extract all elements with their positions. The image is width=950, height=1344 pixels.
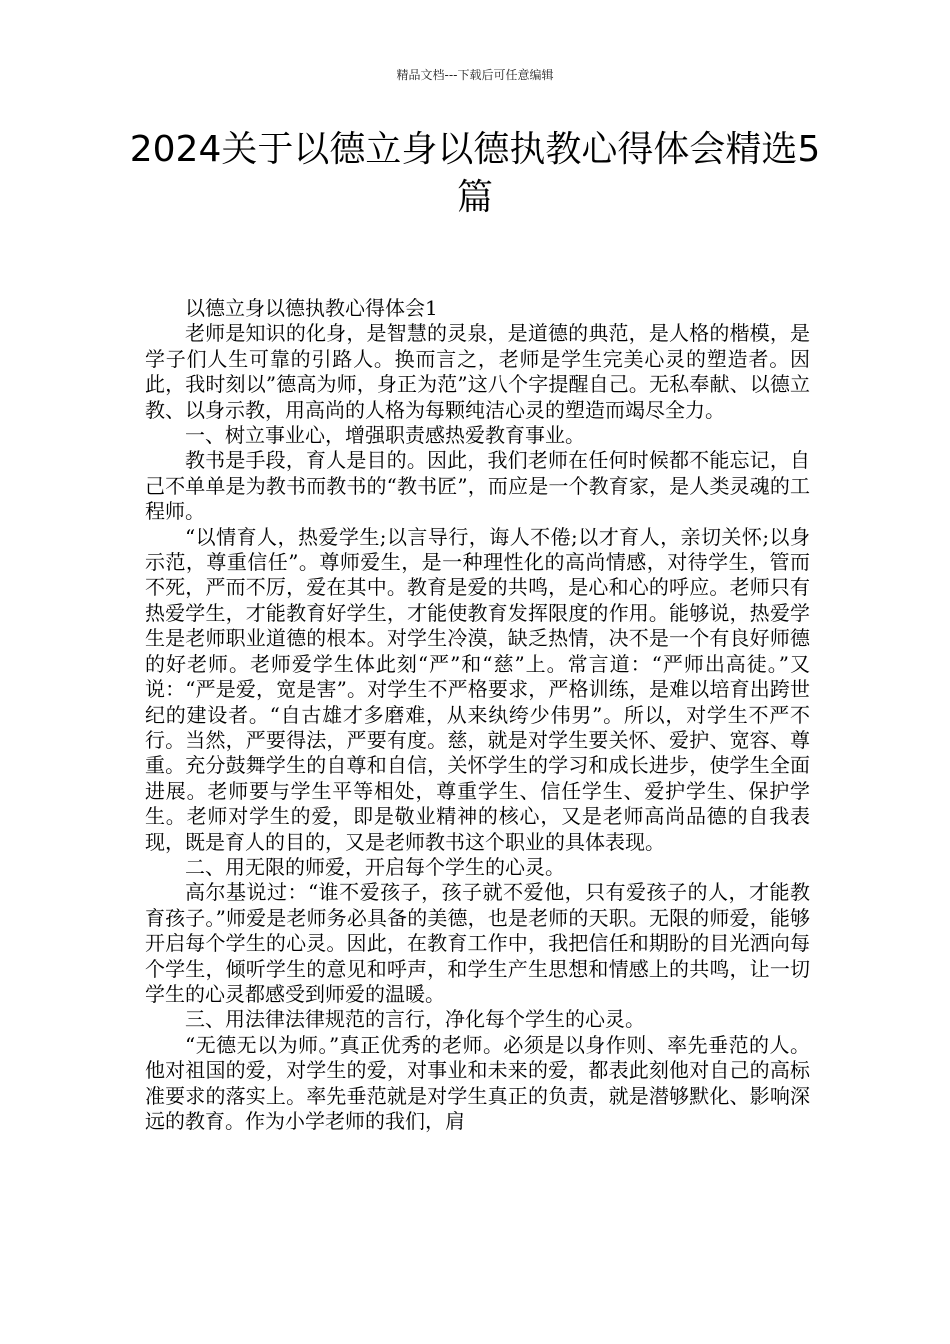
- document-body: [145, 296, 810, 1134]
- subsection-heading: 三、用法律法律规范的言行，净化每个学生的心灵。: [185, 1007, 645, 1032]
- header-note: 精品文档---下载后可任意编辑: [396, 68, 554, 82]
- document-title: 2024关于以德立身以德执教心得体会精选5篇: [129, 129, 821, 218]
- section-heading: 以德立身以德执教心得体会1: [185, 296, 438, 320]
- subsection-heading: 一、树立事业心，增强职责感热爱教育事业。: [185, 423, 585, 448]
- paragraph: 高尔基说过：“谁不爱孩子，孩子就不爱他，只有爱孩子的人，才能教育孩子。”师爱是老师务必具备的美德，也是老师的天职。无限的师爱，能够开启每个学生的心灵。因此，在教育工作中，我把信任和期盼的目光洒向每个学生，倾听学生的意见和呼声，和学生产生思想和情感上的共鸣，让一切学生的心灵都感受到师爱的温暖。: [145, 880, 810, 1006]
- paragraph: “以情育人，热爱学生;以言导行，诲人不倦;以才育人，亲切关怀;以身示范，尊重信任”。尊师爱生，是一种理性化的高尚情感，对待学生，管而不死，严而不厉，爱在其中。教育是爱的共鸣，是心和心的呼应。老师只有热爱学生，才能教育好学生，才能使教育发挥限度的作用。能够说，热爱学生是老师职业道德的根本。对学生冷漠，缺乏热情，决不是一个有良好师德的好老师。老师爱学生体此刻“严”和“慈”上。常言道：“严师出高徒。”又说：“严是爱，宽是害”。对学生不严格要求，严格训练，是难以培育出跨世纪的建设者。“自古雄才多磨难，从来纨绔少伟男”。所以，对学生不严不行。当然，严要得法，严要有度。慈，就是对学生要关怀、爱护、宽容、尊重。充分鼓舞学生的自尊和自信，关怀学生的学习和成长进步，使学生全面进展。老师要与学生平等相处，尊重学生、信任学生、爱护学生、保护学生。老师对学生的爱，即是敬业精神的核心，又是老师高尚品德的自我表现，既是育人的目的，又是老师教书这个职业的具体表现。: [145, 524, 810, 854]
- paragraph: “无德无以为师。”真正优秀的老师。必须是以身作则、率先垂范的人。他对祖国的爱，对学生的爱，对事业和未来的爱，都表此刻他对自己的高标准要求的落实上。率先垂范就是对学生真正的负责，就是潜够默化、影响深远的教育。作为小学老师的我们，肩: [145, 1032, 810, 1133]
- paragraph: 教书是手段，育人是目的。因此，我们老师在任何时候都不能忘记，自己不单单是为教书而教书的“教书匠”，而应是一个教育家，是人类灵魂的工程师。: [145, 448, 810, 524]
- subsection-heading: 二、用无限的师爱，开启每个学生的心灵。: [185, 854, 565, 879]
- paragraph: 老师是知识的化身，是智慧的灵泉，是道德的典范，是人格的楷模，是学子们人生可靠的引路人。换而言之，老师是学生完美心灵的塑造者。因此，我时刻以”德高为师，身正为范”这八个字提醒自己。无私奉献、以德立教、以身示教，用高尚的人格为每颗纯洁心灵的塑造而竭尽全力。: [145, 321, 810, 422]
